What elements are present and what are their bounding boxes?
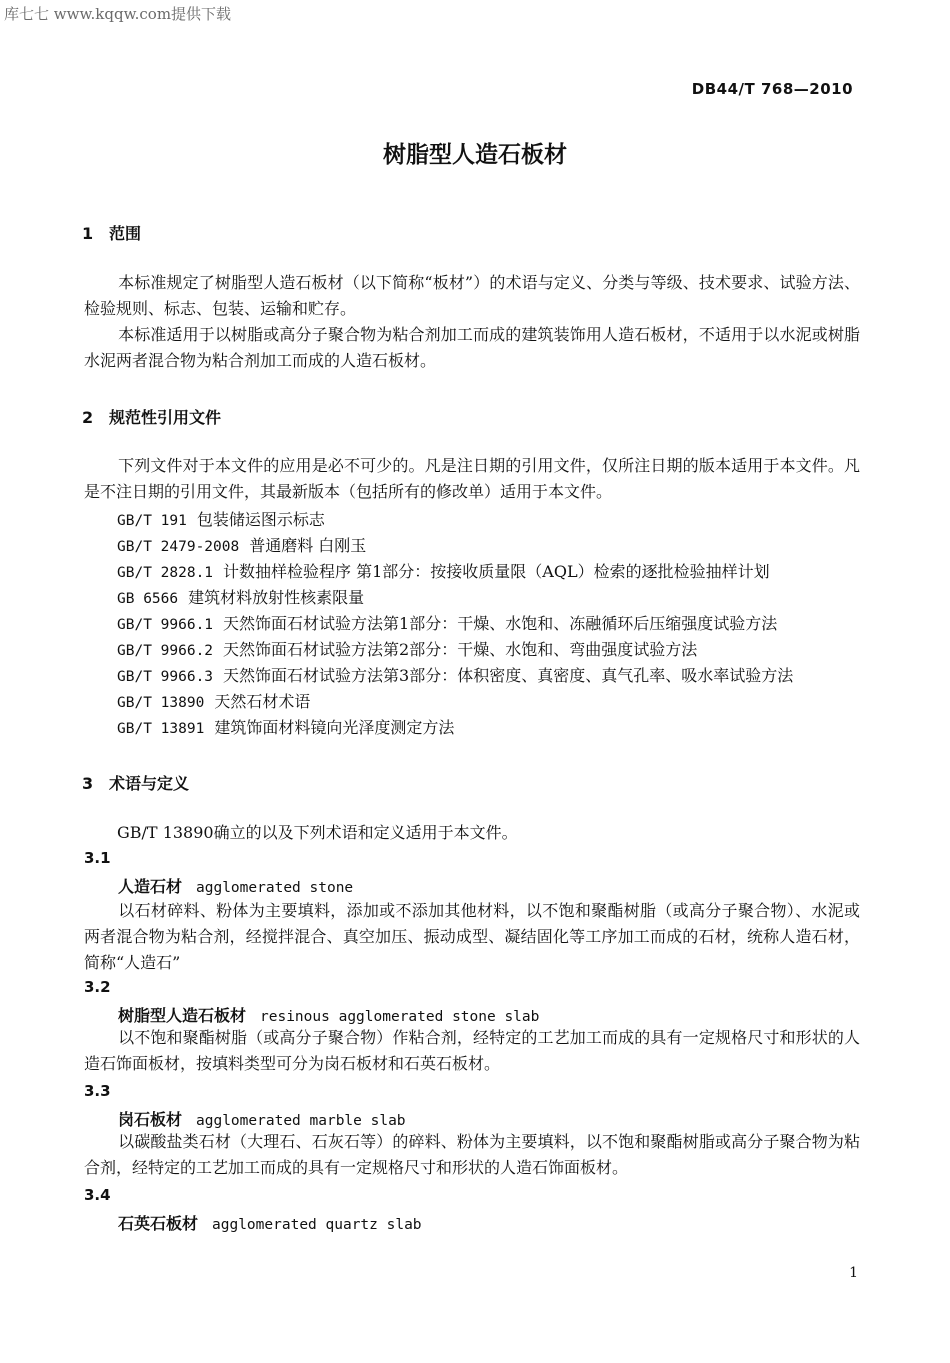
reference-title: 天然饰面石材试验方法第1部分：干燥、水饱和、冻融循环后压缩强度试验方法 — [223, 614, 778, 633]
reference-title: 普通磨料 白刚玉 — [249, 536, 367, 555]
reference-item — [117, 559, 770, 582]
term-heading — [118, 1107, 406, 1130]
paragraph-text: 本标准规定了树脂型人造石板材（以下简称“板材”）的术语与定义、分类与等级、技术要求、试验方法、检验规则、标志、包装、运输和贮存。 — [84, 273, 860, 318]
reference-title: 包装储运图示标志 — [196, 510, 325, 529]
term-english: resinous agglomerated stone slab — [260, 1009, 540, 1025]
paragraph-text: 下列文件对于本文件的应用是必不可少的。凡是注日期的引用文件，仅所注日期的版本适用于本文件。凡是不注日期的引用文件，其最新版本（包括所有的修改单）适用于本文件。 — [84, 456, 860, 501]
term-english: agglomerated quartz slab — [212, 1217, 422, 1233]
reference-code: GB 6566 — [117, 591, 179, 607]
page-number: 1 — [849, 1265, 858, 1281]
term-chinese: 石英石板材 — [118, 1214, 199, 1233]
term-english: agglomerated marble slab — [196, 1113, 406, 1129]
reference-item — [117, 689, 310, 712]
clause-number: 3.4 — [84, 1186, 111, 1204]
term-definition — [84, 1025, 860, 1077]
document-number: DB44/T 768—2010 — [691, 80, 853, 98]
clause-number: 3.3 — [84, 1082, 111, 1100]
term-heading — [118, 1003, 539, 1026]
term-chinese: 人造石材 — [118, 877, 183, 896]
reference-item — [117, 533, 366, 556]
reference-title: 天然饰面石材试验方法第3部分：体积密度、真密度、真气孔率、吸水率试验方法 — [223, 666, 794, 685]
term-english: agglomerated stone — [196, 880, 354, 896]
section-number: 3 — [82, 774, 94, 793]
reference-title: 天然石材术语 — [214, 692, 311, 711]
reference-item — [117, 507, 325, 530]
reference-code: GB/T 2828.1 — [117, 565, 214, 581]
reference-title: 天然饰面石材试验方法第2部分：干燥、水饱和、弯曲强度试验方法 — [223, 640, 698, 659]
reference-code: GB/T 9966.3 — [117, 669, 214, 685]
reference-item — [117, 611, 777, 634]
term-definition — [84, 898, 860, 976]
terms-intro: GB/T 13890确立的以及下列术语和定义适用于本文件。 — [117, 823, 518, 842]
term-chinese: 岗石板材 — [118, 1110, 183, 1129]
reference-code: GB/T 2479-2008 — [117, 539, 240, 555]
reference-code: GB/T 9966.1 — [117, 617, 214, 633]
reference-code: GB/T 13891 — [117, 721, 205, 737]
reference-item — [117, 715, 454, 738]
definition-text: 以碳酸盐类石材（大理石、石灰石等）的碎料、粉体为主要填料，以不饱和聚酯树脂或高分子聚合物为粘合剂，经特定的工艺加工而成的具有一定规格尺寸和形状的人造石饰面板材。 — [84, 1132, 860, 1177]
section-title: 范围 — [109, 224, 142, 243]
paragraph-text: 本标准适用于以树脂或高分子聚合物为粘合剂加工而成的建筑装饰用人造石板材，不适用于以水泥或树脂水泥两者混合物为粘合剂加工而成的人造石板材。 — [84, 325, 860, 370]
reference-title: 建筑材料放射性核素限量 — [188, 588, 365, 607]
section-title: 术语与定义 — [109, 774, 190, 793]
section-title: 规范性引用文件 — [109, 408, 222, 427]
section-heading-references — [82, 405, 221, 428]
section-heading-scope — [82, 221, 141, 244]
reference-code: GB/T 9966.2 — [117, 643, 214, 659]
term-chinese: 树脂型人造石板材 — [118, 1006, 247, 1025]
section-number: 2 — [82, 408, 94, 427]
reference-title: 建筑饰面材料镜向光泽度测定方法 — [214, 718, 455, 737]
reference-item — [117, 637, 697, 660]
term-heading — [118, 1211, 422, 1234]
watermark-text: 库七七 www.kqqw.com提供下载 — [4, 5, 232, 23]
section-heading-terms — [82, 771, 189, 794]
term-definition — [84, 1129, 860, 1181]
term-heading — [118, 874, 353, 897]
definition-text: 以石材碎料、粉体为主要填料，添加或不添加其他材料，以不饱和聚酯树脂（或高分子聚合物）、水泥或两者混合物为粘合剂，经搅拌混合、真空加压、振动成型、凝结固化等工序加工而成的石材，统称人造石材，简称“人造石” — [84, 901, 860, 972]
paragraph — [84, 322, 860, 374]
paragraph — [84, 453, 860, 505]
clause-number: 3.2 — [84, 978, 111, 996]
reference-item — [117, 585, 364, 608]
reference-item — [117, 663, 793, 686]
definition-text: 以不饱和聚酯树脂（或高分子聚合物）作粘合剂，经特定的工艺加工而成的具有一定规格尺寸和形状的人造石饰面板材，按填料类型可分为岗石板材和石英石板材。 — [84, 1028, 860, 1073]
page-title: 树脂型人造石板材 — [383, 142, 567, 168]
section-number: 1 — [82, 224, 94, 243]
reference-code: GB/T 13890 — [117, 695, 205, 711]
paragraph — [84, 270, 860, 322]
reference-title: 计数抽样检验程序 第1部分：按接收质量限（AQL）检索的逐批检验抽样计划 — [223, 562, 770, 581]
reference-code: GB/T 191 — [117, 513, 187, 529]
clause-number: 3.1 — [84, 849, 111, 867]
